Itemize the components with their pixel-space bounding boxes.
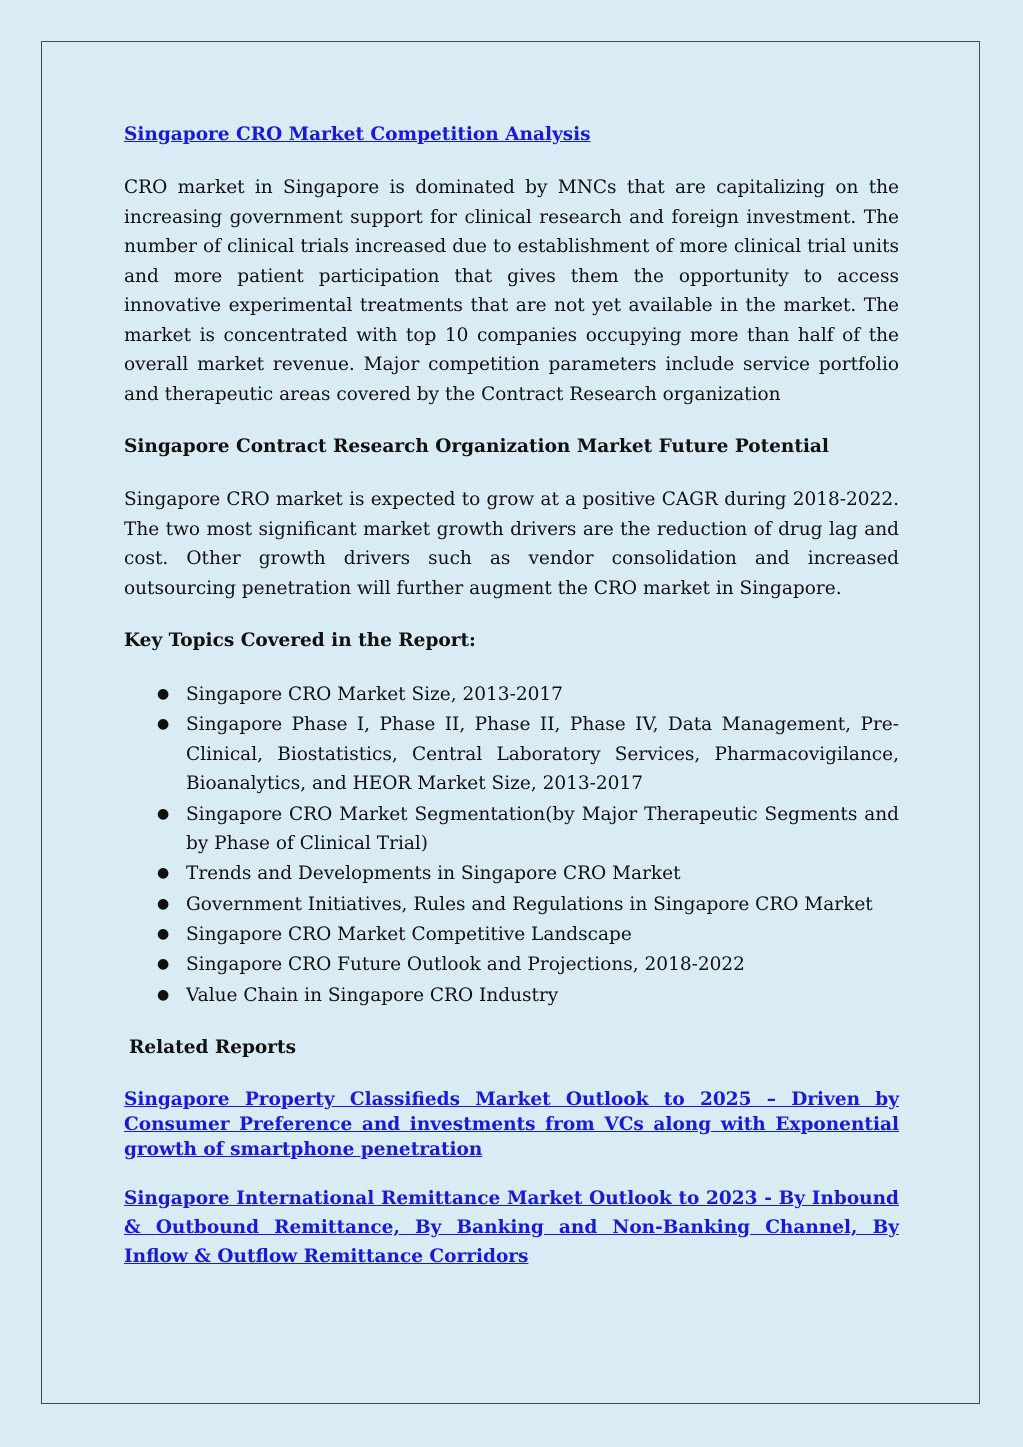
related-reports-heading: Related Reports	[129, 1037, 296, 1059]
topic-text: Singapore CRO Market Competitive Landscape	[186, 923, 632, 945]
future-paragraph: Singapore CRO market is expected to grow at a positive CAGR during 2018-2022. The two most significant market growth drivers are the reduction of drug lag and cost. Other growth drivers such as vendor consolidation and increased outsourcing penetration will further augment the CRO market in Singapore.	[124, 489, 899, 599]
topic-text: Singapore CRO Market Segmentation(by Major Therapeutic Segments and by Phase of Clinical Trial)	[186, 803, 899, 855]
list-item	[124, 680, 899, 710]
bullet-icon: ●	[157, 686, 170, 702]
topics-list	[124, 680, 899, 1010]
topic-text: Singapore Phase I, Phase II, Phase II, Phase IV, Data Management, Pre-Clinical, Biostatistics, Central Laboratory Services, Pharmacovigilance, Bioanalytics, and HEOR Market Size, 2013-2017	[186, 714, 899, 795]
topic-text: Singapore CRO Future Outlook and Projections, 2018-2022	[186, 954, 745, 976]
related-report-link-property[interactable]: Singapore Property Classifieds Market Outlook to 2025 – Driven by Consumer Preference and investments from VCs along with Exponential growth of smartphone penetration	[124, 1089, 899, 1161]
document-content	[124, 120, 899, 1271]
list-item	[124, 950, 899, 980]
bullet-icon: ●	[157, 925, 170, 942]
bullet-icon: ●	[157, 805, 170, 822]
topic-text: Value Chain in Singapore CRO Industry	[186, 984, 559, 1006]
topic-text: Government Initiatives, Rules and Regulations in Singapore CRO Market	[186, 893, 873, 915]
topic-text: Singapore CRO Market Size, 2013-2017	[186, 684, 563, 705]
bullet-icon: ●	[157, 956, 170, 973]
list-item	[124, 890, 899, 920]
bullet-icon: ●	[157, 865, 170, 882]
list-item	[124, 920, 899, 950]
list-item	[124, 800, 899, 859]
bullet-icon: ●	[157, 716, 170, 733]
competition-paragraph: CRO market in Singapore is dominated by MNCs that are capitalizing on the increasing government support for clinical research and foreign investment. The number of clinical trials increased due to establishment of more clinical trial units and more patient participation that gives them the opportunity to access innovative experimental treatments that are not yet available in the market. The market is concentrated with top 10 companies occupying more than half of the overall market revenue. Major competition parameters include service portfolio and therapeutic areas covered by the Contract Research organization	[124, 177, 899, 405]
future-heading: Singapore Contract Research Organization Market Future Potential	[124, 436, 829, 457]
topic-text: Trends and Developments in Singapore CRO Market	[186, 863, 681, 885]
bullet-icon: ●	[157, 986, 170, 1003]
related-report-link-remittance[interactable]: Singapore International Remittance Market Outlook to 2023 - By Inbound & Outbound Remittance, By Banking and Non-Banking Channel, By Inflow & Outflow Remittance Corridors	[124, 1188, 899, 1268]
topics-heading: Key Topics Covered in the Report:	[124, 630, 476, 651]
bullet-icon: ●	[157, 895, 170, 912]
list-item	[124, 710, 899, 799]
list-item	[124, 859, 899, 889]
competition-heading-link[interactable]: Singapore CRO Market Competition Analysis	[124, 124, 591, 145]
list-item	[124, 981, 899, 1011]
